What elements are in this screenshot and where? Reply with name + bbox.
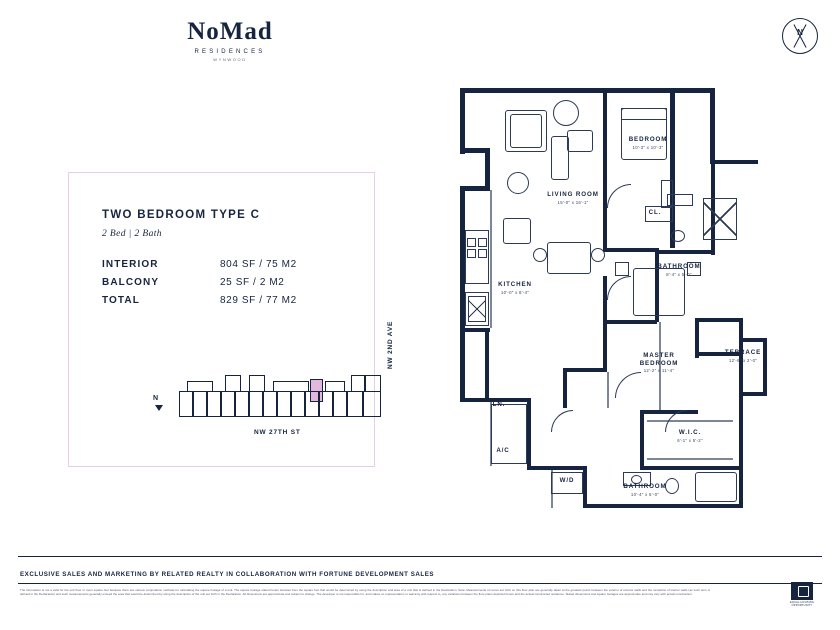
room-label-wic: [655, 428, 725, 444]
sofa-cushion: [510, 114, 542, 148]
door-swing: [615, 372, 641, 398]
legal-disclaimer: The information is not a valid for the unit floor or room square foot because there are various computation methods for calculating the square footage of a unit. The square footage stated herein deviates from the square foot that would be determined by using the description and area of a unit that is defined in the Declaration. Note: Measurements of rooms set forth on this floor plan are generally taken at the greatest points between the exterior of exterior walls and the centerline of interior walls (as such term is defined in the Declaration) and such measurements generally exceed the area that would be determined by using the description of the unit set forth in the Declaration. All dimensions are approximate and subject to change. The developer is not responsible for, and makes no representation or warranty with respect to, any variations between the floor plans depicted herein and the actual constructed residence. Stated dimensions and square footages are approximate and may vary with actual construction.: [20, 588, 710, 597]
burner-icon: [478, 249, 487, 258]
room-dimension: 10'-4" x 5'-0": [630, 491, 660, 497]
room-dimension: 10'-0" x 8'-4": [500, 289, 530, 295]
chair-fixture: [567, 130, 593, 152]
wall: [603, 320, 657, 324]
keyplan-block: [319, 391, 333, 417]
headboard-fixture: [621, 108, 667, 120]
keyplan-block: [249, 391, 263, 417]
burner-icon: [467, 238, 476, 247]
room-name: KITCHEN: [498, 281, 532, 288]
keyplan-block: [305, 391, 319, 417]
wall: [603, 92, 607, 250]
keyplan-block: [277, 391, 291, 417]
footer-divider-top: [18, 556, 822, 557]
shower-fixture: [703, 198, 737, 240]
unit-info-box: [68, 172, 394, 467]
page-title: TWO BEDROOM TYPE C: [102, 209, 261, 221]
compass-rose-icon: [782, 18, 818, 54]
equal-housing-logo: [784, 582, 820, 607]
spec-total-value: 829 SF / 77 M2: [220, 295, 297, 306]
key-plan: [179, 369, 381, 419]
round-table-fixture: [553, 100, 579, 126]
room-dimension: 12'-6" x 2'-0": [728, 357, 758, 363]
keyplan-north-arrow-icon: [155, 405, 163, 411]
keyplan-street-bottom: NW 27TH ST: [254, 429, 301, 436]
spec-interior-value: 804 SF / 75 M2: [220, 259, 297, 270]
keyplan-block: [365, 375, 381, 392]
room-label-linen: [479, 400, 519, 410]
room-label-washer-dryer: [547, 476, 587, 486]
wall: [640, 410, 698, 414]
keyplan-block: [347, 391, 363, 417]
wall: [640, 466, 740, 470]
door-swing: [607, 276, 631, 300]
keyplan-block: [333, 391, 347, 417]
wall: [460, 88, 465, 154]
vanity-fixture: [667, 194, 693, 206]
keyplan-street-right: NW 2ND AVE: [387, 320, 394, 369]
room-name: LIVING ROOM: [547, 191, 599, 198]
keyplan-block: [221, 391, 235, 417]
closet-shelf: [647, 458, 733, 460]
room-name: W/D: [559, 477, 575, 484]
wall: [603, 276, 607, 372]
wall: [583, 466, 587, 508]
keyplan-block: [263, 391, 277, 417]
spec-interior-label: INTERIOR: [102, 259, 159, 270]
dining-table-fixture: [547, 242, 591, 274]
room-name: TERRACE: [724, 349, 762, 356]
room-dimension: 10'-3" x 10'-3": [632, 144, 664, 150]
wall: [460, 88, 675, 93]
keyplan-block: [249, 375, 265, 392]
wall: [739, 318, 743, 508]
room-label-closet: [635, 208, 675, 218]
burner-icon: [478, 238, 487, 247]
room-label-ac: [483, 446, 523, 456]
room-dimension: 6'-1" x 5'-2": [677, 437, 703, 443]
wall: [655, 250, 715, 254]
room-label-kitchen: [475, 280, 555, 296]
wall: [485, 328, 489, 400]
wall: [563, 368, 567, 408]
wall: [670, 88, 715, 93]
keyplan-block: [179, 391, 193, 417]
keyplan-block: [363, 391, 381, 417]
spec-balcony: [102, 277, 285, 288]
keyplan-block: [291, 391, 305, 417]
wall: [527, 398, 531, 470]
wall: [710, 88, 715, 164]
wall: [710, 160, 758, 164]
equal-housing-icon: [791, 582, 813, 600]
spec-balcony-label: BALCONY: [102, 277, 160, 288]
keyplan-block: [351, 375, 365, 392]
room-label-bedroom: [610, 135, 686, 151]
toilet-fixture: [671, 230, 685, 242]
keyplan-block: [225, 375, 241, 392]
keyplan-north-label: N: [153, 395, 159, 402]
wall: [527, 466, 587, 470]
room-label-bathroom-upper: [641, 262, 717, 278]
door-swing: [551, 410, 573, 432]
keyplan-block: [193, 391, 207, 417]
wall: [563, 368, 607, 372]
keyplan-block: [235, 391, 249, 417]
partition: [490, 190, 492, 328]
room-label-terrace: [713, 348, 773, 364]
room-name: BATHROOM: [623, 483, 667, 490]
equal-housing-caption: EQUAL HOUSING OPPORTUNITY: [789, 601, 815, 607]
room-name: CL.: [648, 209, 662, 216]
room-dimension: 8'-4" x 5'-0": [666, 271, 692, 277]
dining-chair-fixture: [591, 248, 605, 262]
side-table-fixture: [507, 172, 529, 194]
room-label-bathroom-lower: [607, 482, 683, 498]
footer-divider-bottom: [18, 583, 822, 584]
armchair-fixture: [503, 218, 531, 244]
room-label-living-room: [533, 190, 613, 206]
wall: [670, 88, 675, 248]
wall: [640, 410, 644, 470]
room-dimension: 15'-0" x 16'-1": [557, 199, 589, 205]
room-name: LN.: [492, 401, 506, 408]
partition: [607, 372, 609, 408]
room-name: BATHROOM: [657, 263, 701, 270]
keyplan-block: [207, 391, 221, 417]
wall: [583, 504, 743, 508]
burner-icon: [467, 249, 476, 258]
nightstand-fixture: [615, 262, 629, 276]
wall-terrace: [763, 338, 767, 396]
spec-balcony-value: 25 SF / 2 M2: [220, 277, 285, 288]
spec-interior: [102, 259, 297, 270]
wall-terrace: [739, 392, 767, 396]
brand-location: WYNWOOD: [213, 57, 247, 62]
unit-subtitle: 2 Bed | 2 Bath: [102, 229, 162, 239]
room-label-master-bedroom: MASTER BEDROOM 12'-2" x 11'-4": [621, 352, 697, 374]
spec-total-label: TOTAL: [102, 295, 140, 306]
bathtub-fixture: [695, 472, 737, 502]
wall: [485, 148, 490, 190]
footer-title: EXCLUSIVE SALES AND MARKETING BY RELATED REALTY IN COLLABORATION WITH FORTUNE DEVELOPMENT SALES: [20, 571, 435, 578]
room-name: BEDROOM: [628, 136, 668, 143]
dining-chair-fixture: [533, 248, 547, 262]
brand-subtitle: RESIDENCES: [194, 49, 266, 55]
wall: [695, 318, 743, 322]
compass-north-label: N: [797, 28, 803, 37]
refrigerator-fixture: [468, 296, 486, 322]
spec-total: [102, 295, 297, 306]
room-dimension: 12'-2" x 11'-4": [643, 368, 675, 374]
room-name: A/C: [496, 447, 510, 454]
brand-name: NoMad: [187, 18, 273, 45]
closet-shelf: [647, 420, 733, 422]
brand-logo: [130, 18, 330, 62]
room-name: W.I.C.: [678, 429, 702, 436]
wall: [603, 248, 659, 252]
floorplan-drawing: [455, 80, 775, 550]
